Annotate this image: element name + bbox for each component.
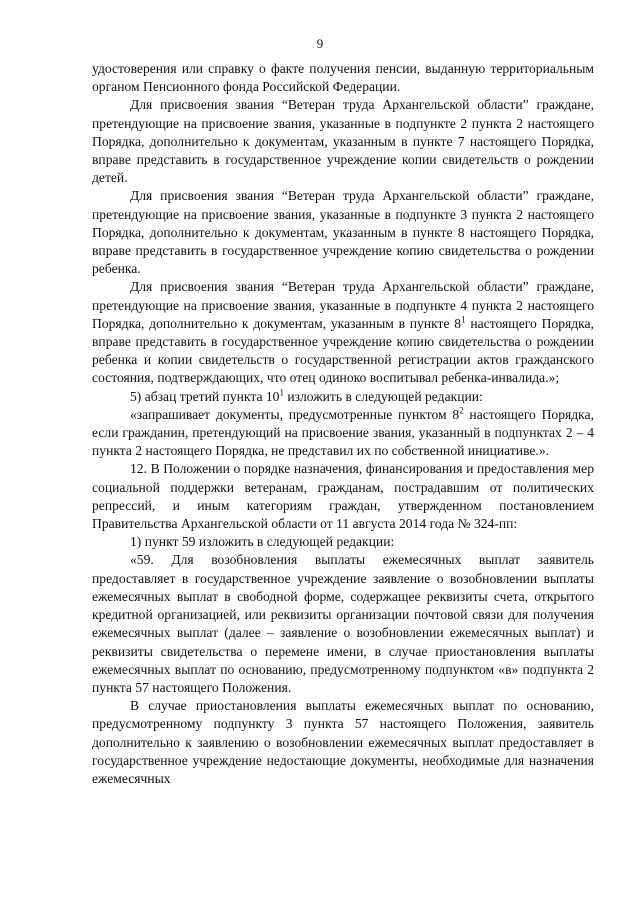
text-segment: «59. Для возобновления выплаты ежемесячных выплат заявитель предоставляет в государственное учреждение заявление о возобновлении выплаты ежемесячных выплат в свободной форме, содержащее реквизиты счета, открытого кредитной организацией, или реквизиты организации почтовой связи для получения ежемесячных выплат (далее – заявление о возобновлении ежемесячных выплат) и реквизиты свидетельства о перемене имени, в случае приостановления выплаты ежемесячных выплат по основанию, предусмотренному подпунктом «в» подпункта 2 пункта 57 настоящего Положения. <box>92 552 594 695</box>
document-body <box>92 60 594 788</box>
paragraph <box>92 551 594 697</box>
text-segment: Для присвоения звания “Ветеран труда Архангельской области” граждане, претендующие на присвоение звания, указанные в подпункте 2 пункта 2 настоящего Порядка, дополнительно к документам, указанным в пункте 7 настоящего Порядка, вправе представить в государственное учреждение копии свидетельств о рождении детей. <box>92 97 594 186</box>
superscript: 1 <box>279 387 284 398</box>
text-segment: изложить в следующей редакции: <box>283 388 483 404</box>
text-segment: 12. В Положении о порядке назначения, финансирования и предоставления мер социальной поддержки ветеранам, гражданам, пострадавшим от политических репрессий, и иным категориям граждан, утвержденном постановлением Правительства Архангельской области от 11 августа 2014 года № 324-пп: <box>92 461 594 532</box>
paragraph <box>92 96 594 187</box>
paragraph <box>92 533 594 551</box>
page-number: 9 <box>316 36 324 51</box>
text-segment: 5) абзац третий пункта 10 <box>130 388 280 404</box>
paragraph <box>92 187 594 278</box>
text-segment: 1) пункт 59 изложить в следующей редакции: <box>130 534 395 550</box>
paragraph <box>92 460 594 533</box>
paragraph <box>92 697 594 788</box>
paragraph <box>92 60 594 96</box>
text-segment: Для присвоения звания “Ветеран труда Архангельской области” граждане, претендующие на присвоение звания, указанные в подпункте 4 пункта 2 настоящего Порядка, дополнительно к документам, указанным в пункте 8 <box>92 279 594 331</box>
superscript: 2 <box>459 405 464 416</box>
text-segment: «запрашивает документы, предусмотренные пунктом 8 <box>130 406 460 422</box>
text-segment: В случае приостановления выплаты ежемесячных выплат по основанию, предусмотренному подпункту 3 пункта 57 настоящего Положения, заявитель дополнительно к заявлению о возобновлении ежемесячных выплат предоставляет в государственное учреждение недостающие документы, необходимые для назначения ежемесячных <box>92 698 594 786</box>
superscript: 1 <box>461 314 466 325</box>
paragraph <box>92 406 594 461</box>
text-segment: настоящего Порядка, если гражданин, претендующий на присвоение звания, указанный в подпунктах 2 – 4 пункта 2 настоящего Порядка, не представил их по собственной инициативе.». <box>92 406 594 459</box>
text-segment: настоящего Порядка, вправе представить в государственное учреждение копию свидетельства о рождении ребенка и копии свидетельств о государственной регистрации актов гражданского состояния, подтверждающих, что отец одиноко воспитывал ребенка-инвалида.»; <box>92 315 594 386</box>
paragraph <box>92 388 594 406</box>
paragraph <box>92 278 594 387</box>
text-segment: удостоверения или справку о факте получения пенсии, выданную территориальным органом Пенсионного фонда Российской Федерации. <box>92 61 594 95</box>
text-segment: Для присвоения звания “Ветеран труда Архангельской области” граждане, претендующие на присвоение звания, указанные в подпункте 3 пункта 2 настоящего Порядка, дополнительно к документам, указанным в пункте 8 настоящего Порядка, вправе представить в государственное учреждение копию свидетельства о рождении ребенка. <box>92 188 594 277</box>
